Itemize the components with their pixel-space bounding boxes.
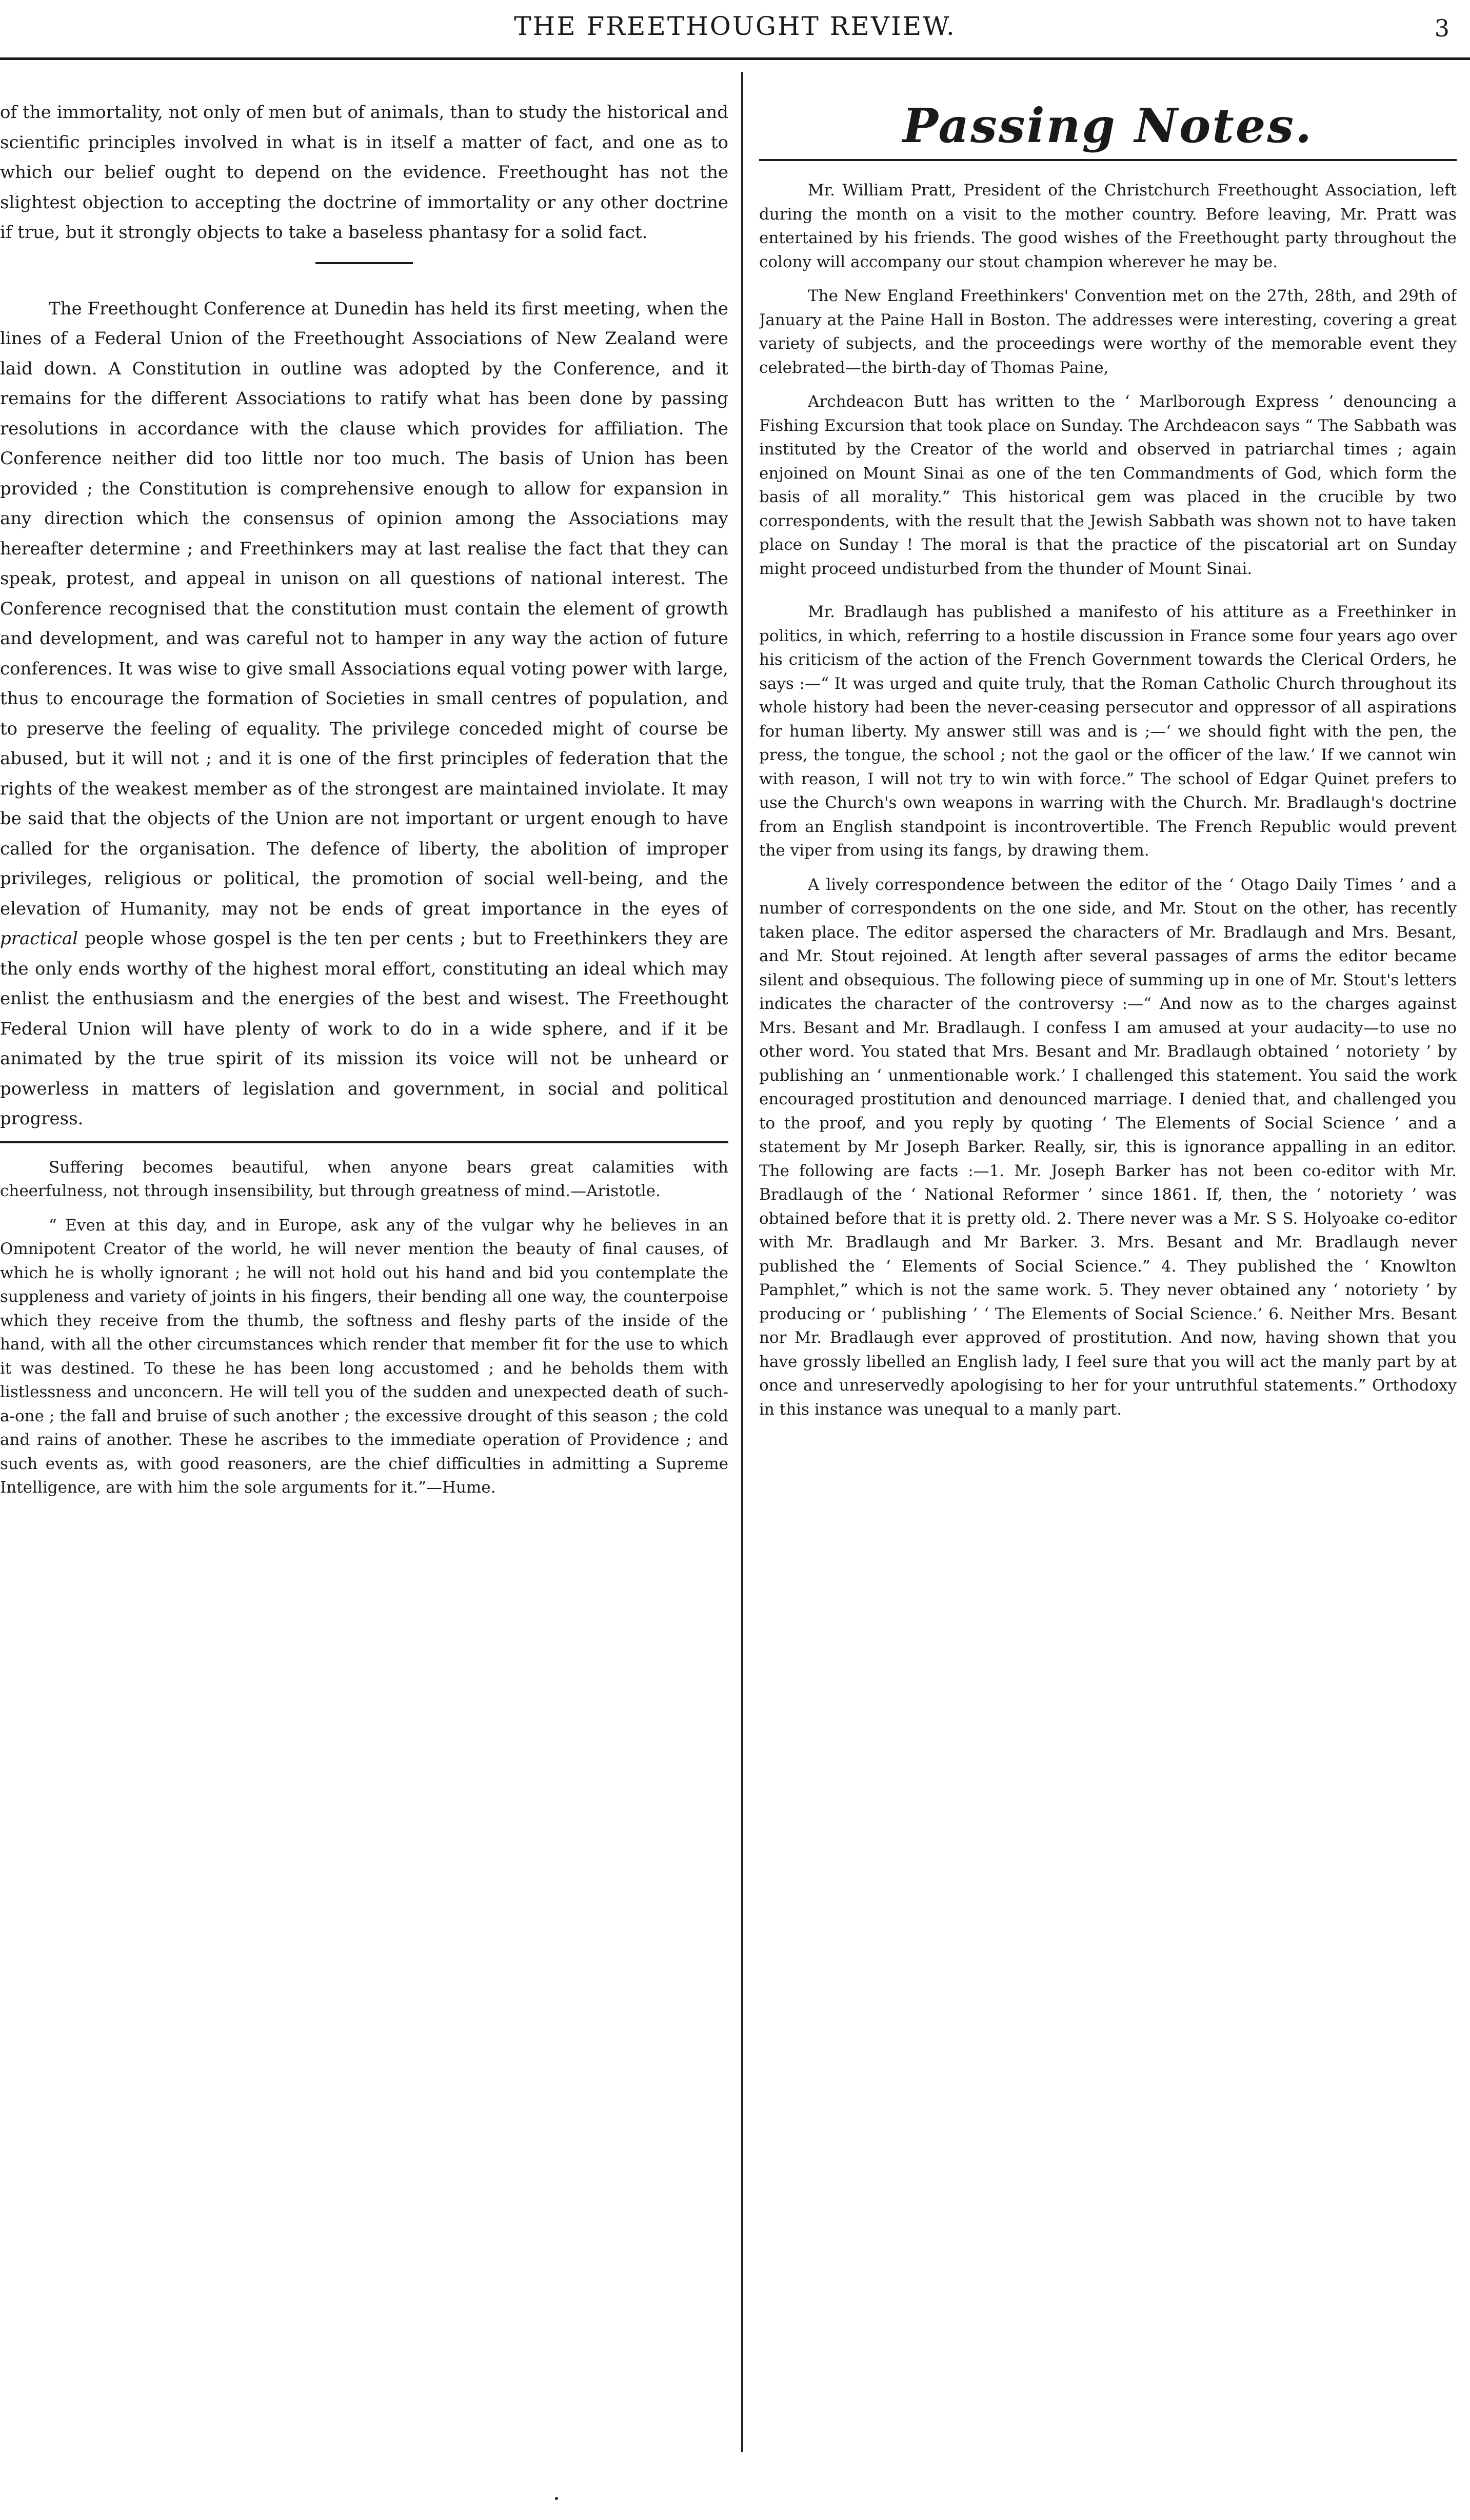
print-speck bbox=[555, 2497, 558, 2500]
column-divider bbox=[741, 72, 743, 2452]
note-pratt: Mr. William Pratt, President of the Christchurch Freethought Association, left during the month on a visit to the mother country. Before leaving, Mr. Pratt was entertained by his friends. The good wishes of the Freethought party throughout the colony will accompany our stout champion wherever he may be. bbox=[759, 181, 1457, 271]
passing-notes-title: Passing Notes. bbox=[902, 98, 1314, 153]
left-column bbox=[0, 97, 728, 2436]
note-convention: The New England Freethinkers' Convention met on the 27th, 28th, and 29th of January at the Paine Hall in Boston. The addresses were interesting, covering a great variety of subjects, and the proceedings were worthy of the memorable event they celebrated—the birth-day of Thomas Paine, bbox=[759, 287, 1457, 377]
quote-separator bbox=[0, 1141, 728, 1143]
title-rule bbox=[759, 159, 1457, 161]
publication-title: THE FREETHOUGHT REVIEW. bbox=[514, 11, 956, 41]
aristotle-attribution: —Aristotle. bbox=[570, 1182, 661, 1200]
conference-text: The Freethought Conference at Dunedin has held its first meeting, when the lines of a Federal Union of the Freethought Associations of New Zealand were laid down. A Constitution in outline was adopted by the Conference, and it remains for the different Associations to ratify what has been done by passing resolutions in accordance with the clause which provides for affiliation. The Conference neither did too little nor too much. The basis of Union has been provided ; the Constitution is comprehensive enough to allow for expansion in any direction which the consensus of opinion among the Associations may hereafter determine ; and Freethinkers may at last realise the fact that they can speak, protest, and appeal in unison on all questions of national interest. The Conference recognised that the constitution must contain the element of growth and development, and was careful not to hamper in any way the action of future conferences. It was wise to give small Associations equal voting power with large, thus to encourage the formation of Societies in small centres of population, and to preserve the feeling of equality. The privilege conceded might of course be abused, but it will not ; and it is one of the first principles of federation that the rights of the weakest member as of the strongest are maintained inviolate. It may be said that the objects of the Union are not important or urgent enough to have called for the organisation. The defence of liberty, the abolition of improper privileges, religious or political, the promotion of social well-being, and the elevation of Humanity, may not be ends of great importance in the eyes of bbox=[0, 298, 728, 919]
hume-quote bbox=[0, 1214, 728, 1500]
page-number: 3 bbox=[1434, 14, 1449, 42]
conference-italic-word: practical bbox=[0, 928, 78, 949]
immortality-paragraph: of the immortality, not only of men but of animals, than to study the historical and scientific principles involved in what is in itself a matter of fact, and one as to which our belief ought to depend on the evidence. Freethought has not the slightest objection to accepting the doctrine of immortality or any other doctrine if true, but it strongly objects to take a baseless phantasy for a solid fact. bbox=[0, 102, 728, 243]
hume-attribution: —Hume. bbox=[426, 1478, 496, 1497]
aristotle-quote bbox=[0, 1156, 728, 1203]
page-header bbox=[0, 0, 1470, 62]
hume-quote-text: “ Even at this day, and in Europe, ask any of the vulgar why he believes in an Omnipotent Creator of the world, he will never mention the beauty of final causes, of which he is wholly ignorant ; he will not hold out his hand and bid you contemplate the suppleness and variety of joints in his fingers, their bending all one way, the counterpoise which they receive from the thumb, the softness and fleshy parts of the inside of the hand, with all the other circumstances which render that member fit for the use to which it was destined. To these he has been long accustomed ; and he beholds them with listlessness and unconcern. He will tell you of the sudden and unexpected death of such-a-one ; the fall and bruise of such another ; the excessive drought of this season ; the cold and rains of another. These he ascribes to the immediate operation of Providence ; and such events as, with good reasoners, are the chief difficulties in admitting a Supreme Intelligence, are with him the sole arguments for it.” bbox=[0, 1216, 728, 1497]
note-bradlaugh: Mr. Bradlaugh has published a manifesto of his attiture as a Freethinker in politics, in which, referring to a hostile discussion in France some four years ago over his criticism of the action of the French Government towards the Clerical Orders, he says :—“ It was urged and quite truly, that the Roman Catholic Church throughout its whole history had been the never-ceasing persecutor and oppressor of all aspirations for human liberty. My answer still was and is ;—‘ we should fight with the pen, the press, the tongue, the school ; not the gaol or the officer of the law.’ If we cannot win with reason, I will not try to win with force.” The school of Edgar Quinet prefers to use the Church's own weapons in warring with the Church. Mr. Bradlaugh's doctrine from an English standpoint is incontrovertible. The French Republic would prevent the viper from using its fangs, by drawing them. bbox=[759, 603, 1457, 860]
section-separator bbox=[315, 262, 413, 264]
aristotle-quote-text: Suffering becomes beautiful, when anyone bears great calamities with cheerfulness, not through insensibility, but through greatness of mind. bbox=[0, 1158, 728, 1200]
note-archdeacon: Archdeacon Butt has written to the ‘ Marlborough Express ’ denouncing a Fishing Excursion that took place on Sunday. The Archdeacon says “ The Sabbath was instituted by the Creator of the world and observed in patriarchal times ; again enjoined on Mount Sinai as one of the ten Commandments of God, which form the basis of all morality.” This historical gem was placed in the crucible by two correspondents, with the result that the Jewish Sabbath was shown not to have taken place on Sunday ! The moral is that the practice of the piscatorial art on Sunday might proceed undisturbed from the thunder of Mount Sinai. bbox=[759, 392, 1457, 578]
right-column bbox=[759, 97, 1457, 2457]
header-rule bbox=[0, 57, 1470, 60]
conference-paragraph bbox=[0, 294, 728, 1134]
note-correspondence: A lively correspondence between the editor of the ‘ Otago Daily Times ’ and a number of correspondents on the one side, and Mr. Stout on the other, has recently taken place. The editor aspersed the characters of Mr. Bradlaugh and Mrs. Besant, and Mr. Stout rejoined. At length after several passages of arms the editor became silent and obsequious. The following piece of summing up in one of Mr. Stout's letters indicates the character of the controversy :—“ And now as to the charges against Mrs. Besant and Mr. Bradlaugh. I confess I am amused at your audacity—to use no other word. You stated that Mrs. Besant and Mr. Bradlaugh obtained ‘ notoriety ’ by publishing an ‘ unmentionable work.’ I challenged this statement. You said the work encouraged prostitution and denounced marriage. I denied that, and challenged you to the proof, and you reply by quoting ‘ The Elements of Social Science ’ and a statement by Mr Joseph Barker. Really, sir, this is ignorance appalling in an editor. The following are facts :—1. Mr. Joseph Barker has not been co-editor with Mr. Bradlaugh of the ‘ National Reformer ’ since 1861. If, then, the ‘ notoriety ’ was obtained before that it is pretty old. 2. There never was a Mr. S S. Holyoake co-editor with Mr. Bradlaugh and Mr Barker. 3. Mrs. Besant and Mr. Bradlaugh never published the ‘ Elements of Social Science.” 4. They published the ‘ Knowlton Pamphlet,” which is not the same work. 5. They never obtained any ‘ notoriety ’ by producing or ‘ publishing ’ ‘ The Elements of Social Science.’ 6. Neither Mrs. Besant nor Mr. Bradlaugh ever approved of prostitution. And now, having shown that you have grossly libelled an English lady, I feel sure that you will act the manly part by at once and unreservedly apologising to her for your untruthful statements.” Orthodoxy in this instance was unequal to a manly part. bbox=[759, 875, 1457, 1419]
conference-text-end: people whose gospel is the ten per cents ; but to Freethinkers they are the only ends worthy of the highest moral effort, constituting an ideal which may enlist the enthusiasm and the energies of the best and wisest. The Freethought Federal Union will have plenty of work to do in a wide sphere, and if it be animated by the true spirit of its mission its voice will not be unheard or powerless in matters of legislation and government, in social and political progress. bbox=[0, 928, 728, 1129]
